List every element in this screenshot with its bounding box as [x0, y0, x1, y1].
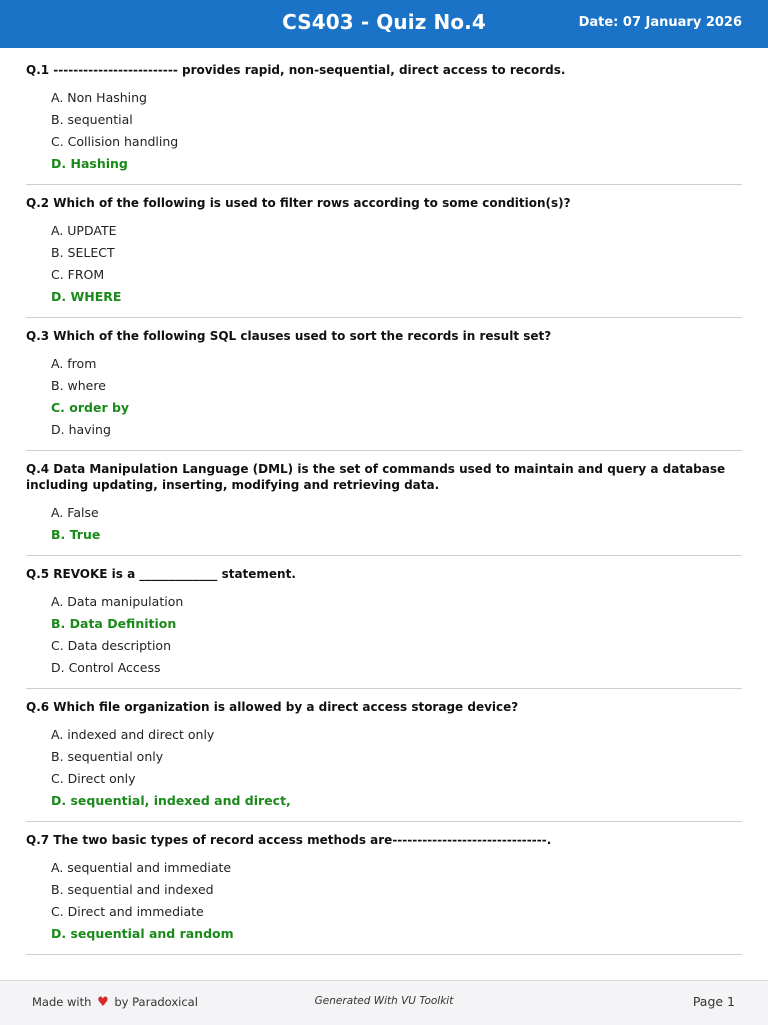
option-a: A. sequential and immediate [51, 860, 232, 875]
question-text: Q.6 Which file organization is allowed by a direct access storage device? [26, 700, 519, 714]
option-a: A. indexed and direct only [51, 727, 215, 742]
question-list [26, 62, 742, 965]
option-b: B. True [51, 527, 101, 542]
option-b: B. sequential only [51, 749, 164, 764]
question-6 [26, 699, 742, 822]
question-3 [26, 328, 742, 451]
question-4 [26, 461, 742, 556]
option-d: D. WHERE [51, 289, 122, 304]
option-d: D. Hashing [51, 156, 128, 171]
question-text: Q.3 Which of the following SQL clauses used to sort the records in result set? [26, 329, 552, 343]
option-d: D. sequential and random [51, 926, 234, 941]
option-c: C. Direct and immediate [51, 904, 204, 919]
question-1 [26, 62, 742, 185]
generator-credit: Generated With VU Toolkit [314, 995, 454, 1007]
option-a: A. from [51, 356, 97, 371]
option-a: A. Non Hashing [51, 90, 147, 105]
author-label: by Paradoxical [114, 995, 198, 1009]
option-b: B. sequential and indexed [51, 882, 214, 897]
question-text: Q.5 REVOKE is a _____________ statement. [26, 567, 296, 581]
question-text: Q.1 ------------------------- provides rapid, non-sequential, direct access to records. [26, 63, 566, 77]
option-d: D. sequential, indexed and direct, [51, 793, 291, 808]
question-7 [26, 832, 742, 955]
made-with-label: Made with [32, 995, 92, 1009]
option-a: A. Data manipulation [51, 594, 184, 609]
quiz-date: Date: 07 January 2026 [578, 15, 742, 30]
option-d: D. having [51, 422, 111, 437]
option-b: B. sequential [51, 112, 133, 127]
page-number: Page 1 [692, 994, 735, 1009]
option-c: C. Collision handling [51, 134, 179, 149]
option-a: A. UPDATE [51, 223, 117, 238]
option-c: C. order by [51, 400, 130, 415]
option-c: C. FROM [51, 267, 105, 282]
option-d: D. Control Access [51, 660, 161, 675]
option-a: A. False [51, 505, 99, 520]
option-c: C. Direct only [51, 771, 136, 786]
question-2 [26, 195, 742, 318]
page-footer [0, 980, 768, 1025]
option-b: B. where [51, 378, 106, 393]
option-c: C. Data description [51, 638, 171, 653]
option-b: B. SELECT [51, 245, 115, 260]
question-text: Q.7 The two basic types of record access methods are-------------------------------. [26, 833, 552, 847]
question-text: Q.4 Data Manipulation Language (DML) is the set of commands used to maintain and query a database including updating, inserting, modifying and retrieving data. [26, 462, 726, 492]
heart-icon: ♥ [97, 995, 109, 1010]
option-b: B. Data Definition [51, 616, 177, 631]
question-5 [26, 566, 742, 689]
question-text: Q.2 Which of the following is used to filter rows according to some condition(s)? [26, 196, 571, 210]
quiz-title: CS403 - Quiz No.4 [282, 10, 486, 34]
page-header [0, 0, 768, 48]
